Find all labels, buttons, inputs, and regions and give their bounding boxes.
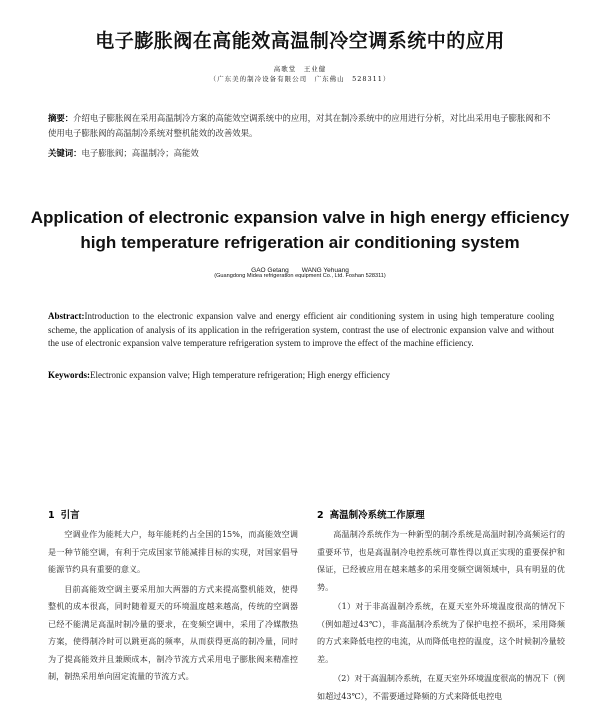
chinese-title: 电子膨胀阀在高能效高温制冷空调系统中的应用 — [95, 30, 505, 52]
section-1-paragraph-2: 目前高能效空调主要采用加大两器的方式来提高整机能效，使得整机的成本很高，同时随着夏天的环境温度越来越高，传统的空调器已经不能满足高温时制冷量的要求，在变频空调中，采用了冷媒散热方案，使得制冷时可以跳更高的频率，从而获得更高的制冷量，同时为了提高能效并且兼顾成本，制冷节流方式采用电子膨胀阀来精准控制，制热采用单向固定流量的节流方式。 — [48, 583, 298, 681]
english-authors: GAO Getang WANG Yehuang — [251, 267, 349, 274]
english-affiliation: (Guangdong Midea refrigeration equipment Co., Ltd. Foshan 528311) — [214, 273, 386, 279]
section-2-paragraph-3: （2）对于高温制冷系统，在夏天室外环境温度很高的情况下（例如超过43℃），不需要通过降频的方式来降低电控电 — [317, 673, 565, 701]
section-2-paragraph-1: 高温制冷系统作为一种新型的制冷系统是高温时制冷高频运行的重要环节，也是高温制冷电控系统可靠性得以真正实现的重要保护和保证，已经被应用在越来越多的采用变频空调领域中，具有明显的优势。 — [317, 529, 565, 592]
section-1-number: 1 — [48, 510, 55, 521]
english-abstract-label: Abstract: — [48, 311, 85, 321]
english-abstract-text: Introduction to the electronic expansion valve and energy efficient air conditioning system in using high temperature cooling scheme, the application of analysis of its application in the refrigeration system, contrast the use of electronic expansion valve and without the use of electronic expansion valve temperature refrigeration system to improve the effect of the machine efficiency. — [48, 311, 554, 349]
section-2-heading — [317, 508, 565, 524]
english-keywords-label: Keywords: — [48, 370, 90, 380]
english-abstract — [48, 310, 554, 351]
chinese-authors: 高歌堂 王业健 — [273, 65, 327, 73]
section-1-title: 引言 — [60, 510, 80, 521]
english-title-line-1: Application of electronic expansion valve in high energy efficiency — [30, 208, 570, 227]
chinese-abstract-text: 介绍电子膨胀阀在采用高温制冷方案的高能效空调系统中的应用，对其在制冷系统中的应用进行分析，对比出采用电子膨胀阀和不使用电子膨胀阀的高温制冷系统对整机能效的改善效果。 — [48, 113, 551, 138]
english-title-line-2: high temperature refrigeration air conditioning system — [80, 233, 520, 252]
chinese-keywords-label: 关键词： — [48, 148, 82, 158]
chinese-abstract — [48, 111, 554, 141]
english-title — [0, 205, 600, 255]
left-column — [48, 508, 298, 688]
section-2-paragraph-2: （1）对于非高温制冷系统，在夏天室外环境温度很高的情况下（例如超过43℃），非高温制冷系统为了保护电控不损坏，采用降频的方式来降低电控的电流，从而降低电控的温度，这个时候制冷量较差。 — [317, 601, 565, 664]
english-keywords-text: Electronic expansion valve; High temperature refrigeration; High energy efficiency — [90, 370, 391, 380]
section-1-paragraph-1: 空调业作为能耗大户，每年能耗约占全国的15%，而高能效空调是一种节能空调，有利于完成国家节能减排目标的实现，对国家倡导能源节约具有重要的意义。 — [48, 529, 298, 574]
right-column — [317, 508, 565, 707]
section-2-title: 高温制冷系统工作原理 — [329, 510, 425, 521]
english-keywords — [48, 369, 554, 382]
section-2-number: 2 — [317, 510, 324, 521]
chinese-keywords — [48, 147, 554, 160]
section-1-heading — [48, 508, 298, 524]
chinese-affiliation: （广东美的制冷设备有限公司 广东佛山 528311） — [209, 75, 391, 83]
chinese-keywords-text: 电子膨胀阀；高温制冷；高能效 — [81, 148, 199, 158]
chinese-abstract-label: 摘要： — [48, 113, 74, 123]
